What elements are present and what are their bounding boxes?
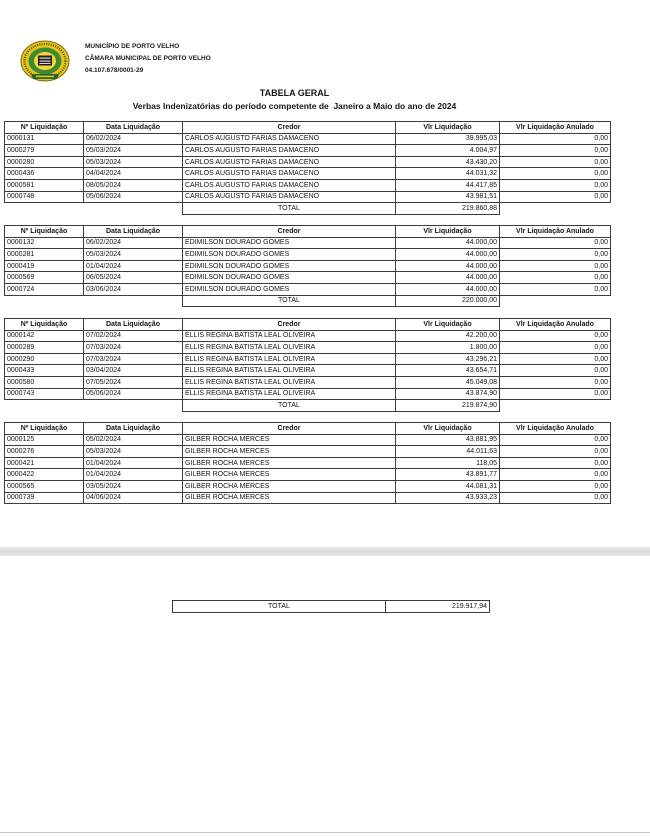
annulled-value-cell: 0,00 — [500, 168, 611, 180]
header-row — [5, 122, 611, 134]
liquidation-number-cell: 0000433 — [5, 365, 84, 377]
table-body — [5, 237, 611, 307]
liquidation-table — [4, 422, 611, 504]
liquidation-date-cell: 04/06/2024 — [84, 492, 183, 504]
total-spacer — [84, 295, 183, 307]
table-row — [5, 260, 611, 272]
annulled-value-cell: 0,00 — [500, 376, 611, 388]
column-header-liquidation-value: Vlr Liquidação — [396, 226, 500, 238]
table-row — [5, 457, 611, 469]
total-spacer — [5, 295, 84, 307]
creditor-cell: EDIMILSON DOURADO GOMES — [183, 260, 396, 272]
column-header-liquidation-date: Data Liquidação — [84, 226, 183, 238]
table-row — [5, 237, 611, 249]
annulled-value-cell: 0,00 — [500, 191, 611, 203]
liquidation-number-cell: 0000280 — [5, 156, 84, 168]
table-row — [5, 191, 611, 203]
column-header-liquidation-number: Nº Liquidação — [5, 226, 84, 238]
grand-total-value: 219.917,94 — [386, 601, 490, 613]
municipal-chamber-seal-icon — [19, 40, 71, 84]
column-header-liquidation-number: Nº Liquidação — [5, 319, 84, 331]
liquidation-value-cell: 44.081,31 — [396, 480, 500, 492]
liquidation-value-cell: 44.000,00 — [396, 249, 500, 261]
annulled-value-cell: 0,00 — [500, 388, 611, 400]
creditor-cell: GILBER ROCHA MERCES — [183, 469, 396, 481]
liquidation-number-cell: 0000276 — [5, 446, 84, 458]
liquidation-number-cell: 0000581 — [5, 179, 84, 191]
table-row — [5, 168, 611, 180]
creditor-cell: ELLIS REGINA BATISTA LEAL OLIVEIRA — [183, 353, 396, 365]
table-row — [5, 283, 611, 295]
liquidation-value-cell: 44.011,63 — [396, 446, 500, 458]
column-header-liquidation-number: Nº Liquidação — [5, 122, 84, 134]
table-header — [5, 423, 611, 435]
creditor-cell: CARLOS AUGUSTO FARIAS DAMACENO — [183, 145, 396, 157]
annulled-value-cell: 0,00 — [500, 469, 611, 481]
creditor-cell: GILBER ROCHA MERCES — [183, 480, 396, 492]
annulled-value-cell: 0,00 — [500, 492, 611, 504]
liquidation-value-cell: 1.800,00 — [396, 342, 500, 354]
organization-header — [85, 41, 211, 77]
document-subtitle: Verbas Indenizatórias do período competente de Janeiro a Maio do ano de 2024 — [132, 101, 457, 111]
creditor-cell: ELLIS REGINA BATISTA LEAL OLIVEIRA — [183, 330, 396, 342]
annulled-value-cell: 0,00 — [500, 353, 611, 365]
header-row — [5, 226, 611, 238]
page-bottom-edge — [0, 832, 650, 833]
liquidation-date-cell: 05/03/2024 — [84, 156, 183, 168]
total-value: 219.860,88 — [396, 203, 500, 215]
table-body — [5, 330, 611, 411]
liquidation-date-cell: 08/05/2024 — [84, 179, 183, 191]
liquidation-value-cell: 43.654,71 — [396, 365, 500, 377]
liquidation-table — [4, 318, 611, 412]
annulled-value-cell: 0,00 — [500, 145, 611, 157]
liquidation-value-cell: 42.200,00 — [396, 330, 500, 342]
annulled-value-cell: 0,00 — [500, 480, 611, 492]
column-header-creditor: Credor — [183, 226, 396, 238]
total-spacer — [5, 203, 84, 215]
column-header-liquidation-date: Data Liquidação — [84, 319, 183, 331]
table-row — [5, 133, 611, 145]
column-header-annulled-value: Vlr Liquidação Anulado — [500, 319, 611, 331]
total-row — [5, 203, 611, 215]
liquidation-date-cell: 06/05/2024 — [84, 272, 183, 284]
creditor-cell: EDIMILSON DOURADO GOMES — [183, 237, 396, 249]
liquidation-value-cell: 43.891,77 — [396, 469, 500, 481]
liquidation-date-cell: 03/05/2024 — [84, 480, 183, 492]
liquidation-value-cell: 44.000,00 — [396, 283, 500, 295]
liquidation-date-cell: 05/02/2024 — [84, 434, 183, 446]
liquidation-value-cell: 39.995,03 — [396, 133, 500, 145]
total-label: TOTAL — [183, 203, 396, 215]
liquidation-value-cell: 4.004,97 — [396, 145, 500, 157]
liquidation-value-cell: 44.000,00 — [396, 237, 500, 249]
annulled-value-cell: 0,00 — [500, 283, 611, 295]
annulled-value-cell: 0,00 — [500, 434, 611, 446]
annulled-value-cell: 0,00 — [500, 237, 611, 249]
total-spacer — [500, 203, 611, 215]
liquidation-date-cell: 07/03/2024 — [84, 353, 183, 365]
liquidation-value-cell: 43.933,23 — [396, 492, 500, 504]
total-spacer — [500, 400, 611, 412]
liquidation-table — [4, 121, 611, 215]
liquidation-number-cell: 0000281 — [5, 249, 84, 261]
liquidation-date-cell: 07/03/2024 — [84, 342, 183, 354]
creditor-cell: EDIMILSON DOURADO GOMES — [183, 283, 396, 295]
liquidation-value-cell: 43.296,21 — [396, 353, 500, 365]
column-header-liquidation-value: Vlr Liquidação — [396, 122, 500, 134]
liquidation-date-cell: 05/03/2024 — [84, 249, 183, 261]
table-body — [5, 434, 611, 504]
liquidation-date-cell: 01/04/2024 — [84, 469, 183, 481]
creditor-cell: GILBER ROCHA MERCES — [183, 492, 396, 504]
annulled-value-cell: 0,00 — [500, 330, 611, 342]
column-header-annulled-value: Vlr Liquidação Anulado — [500, 226, 611, 238]
creditor-cell: ELLIS REGINA BATISTA LEAL OLIVEIRA — [183, 342, 396, 354]
creditor-cell: ELLIS REGINA BATISTA LEAL OLIVEIRA — [183, 365, 396, 377]
liquidation-number-cell: 0000569 — [5, 272, 84, 284]
creditor-cell: GILBER ROCHA MERCES — [183, 434, 396, 446]
liquidation-number-cell: 0000580 — [5, 376, 84, 388]
grand-total-table — [172, 600, 490, 613]
liquidation-number-cell: 0000279 — [5, 145, 84, 157]
liquidation-date-cell: 01/04/2024 — [84, 457, 183, 469]
total-row — [5, 295, 611, 307]
liquidation-date-cell: 01/04/2024 — [84, 260, 183, 272]
table-row — [5, 353, 611, 365]
liquidation-date-cell: 06/02/2024 — [84, 237, 183, 249]
annulled-value-cell: 0,00 — [500, 272, 611, 284]
total-spacer — [84, 400, 183, 412]
annulled-value-cell: 0,00 — [500, 133, 611, 145]
liquidation-date-cell: 06/02/2024 — [84, 133, 183, 145]
liquidation-value-cell: 44.417,85 — [396, 179, 500, 191]
annulled-value-cell: 0,00 — [500, 156, 611, 168]
table-row — [5, 492, 611, 504]
liquidation-number-cell: 0000748 — [5, 191, 84, 203]
table-header — [5, 226, 611, 238]
annulled-value-cell: 0,00 — [500, 342, 611, 354]
header-row — [5, 319, 611, 331]
creditor-cell: ELLIS REGINA BATISTA LEAL OLIVEIRA — [183, 376, 396, 388]
column-header-liquidation-date: Data Liquidação — [84, 423, 183, 435]
liquidation-number-cell: 0000565 — [5, 480, 84, 492]
liquidation-value-cell: 45.049,08 — [396, 376, 500, 388]
header-row — [5, 423, 611, 435]
total-spacer — [84, 203, 183, 215]
liquidation-value-cell: 43.874,90 — [396, 388, 500, 400]
table-row — [5, 330, 611, 342]
creditor-cell: CARLOS AUGUSTO FARIAS DAMACENO — [183, 156, 396, 168]
creditor-cell: GILBER ROCHA MERCES — [183, 446, 396, 458]
liquidation-value-cell: 44.031,32 — [396, 168, 500, 180]
liquidation-number-cell: 0000289 — [5, 342, 84, 354]
municipality-name: MUNICÍPIO DE PORTO VELHO — [85, 43, 180, 50]
creditor-cell: GILBER ROCHA MERCES — [183, 457, 396, 469]
total-value: 220.000,00 — [396, 295, 500, 307]
liquidation-date-cell: 05/06/2024 — [84, 191, 183, 203]
table-row — [5, 434, 611, 446]
table-row — [5, 179, 611, 191]
annulled-value-cell: 0,00 — [500, 179, 611, 191]
table-row — [5, 272, 611, 284]
column-header-annulled-value: Vlr Liquidação Anulado — [500, 423, 611, 435]
liquidation-value-cell: 44.000,00 — [396, 272, 500, 284]
liquidation-number-cell: 0000132 — [5, 237, 84, 249]
table-row — [5, 249, 611, 261]
creditor-cell: CARLOS AUGUSTO FARIAS DAMACENO — [183, 168, 396, 180]
liquidation-value-cell: 43.430,20 — [396, 156, 500, 168]
table-row — [5, 388, 611, 400]
creditor-cell: ELLIS REGINA BATISTA LEAL OLIVEIRA — [183, 388, 396, 400]
liquidation-number-cell: 0000724 — [5, 283, 84, 295]
liquidation-number-cell: 0000290 — [5, 353, 84, 365]
annulled-value-cell: 0,00 — [500, 365, 611, 377]
table-row — [5, 376, 611, 388]
grand-total-row — [173, 601, 490, 613]
annulled-value-cell: 0,00 — [500, 260, 611, 272]
liquidation-date-cell: 07/02/2024 — [84, 330, 183, 342]
table-header — [5, 319, 611, 331]
total-spacer — [500, 295, 611, 307]
column-header-creditor: Credor — [183, 122, 396, 134]
annulled-value-cell: 0,00 — [500, 249, 611, 261]
liquidation-number-cell: 0000422 — [5, 469, 84, 481]
table-row — [5, 480, 611, 492]
liquidation-number-cell: 0000125 — [5, 434, 84, 446]
creditor-cell: CARLOS AUGUSTO FARIAS DAMACENO — [183, 191, 396, 203]
liquidation-value-cell: 43.881,95 — [396, 434, 500, 446]
liquidation-value-cell: 43.981,51 — [396, 191, 500, 203]
grand-total-body — [173, 601, 490, 613]
liquidation-number-cell: 0000131 — [5, 133, 84, 145]
table-row — [5, 156, 611, 168]
liquidation-value-cell: 118,05 — [396, 457, 500, 469]
table-row — [5, 342, 611, 354]
column-header-creditor: Credor — [183, 319, 396, 331]
total-label: TOTAL — [183, 295, 396, 307]
table-header — [5, 122, 611, 134]
liquidation-date-cell: 04/04/2024 — [84, 168, 183, 180]
page-separator — [0, 547, 650, 556]
chamber-name: CÂMARA MUNICIPAL DE PORTO VELHO — [85, 55, 211, 62]
total-value: 219.874,90 — [396, 400, 500, 412]
liquidation-number-cell: 0000421 — [5, 457, 84, 469]
table-row — [5, 446, 611, 458]
column-header-liquidation-number: Nº Liquidação — [5, 423, 84, 435]
annulled-value-cell: 0,00 — [500, 446, 611, 458]
creditor-cell: CARLOS AUGUSTO FARIAS DAMACENO — [183, 133, 396, 145]
liquidation-date-cell: 05/03/2024 — [84, 446, 183, 458]
liquidation-number-cell: 0000739 — [5, 492, 84, 504]
cnpj-number: 04.107.678/0001-29 — [85, 67, 144, 74]
column-header-creditor: Credor — [183, 423, 396, 435]
creditor-cell: EDIMILSON DOURADO GOMES — [183, 272, 396, 284]
liquidation-number-cell: 0000743 — [5, 388, 84, 400]
column-header-liquidation-date: Data Liquidação — [84, 122, 183, 134]
column-header-annulled-value: Vlr Liquidação Anulado — [500, 122, 611, 134]
table-row — [5, 469, 611, 481]
total-label: TOTAL — [183, 400, 396, 412]
table-row — [5, 365, 611, 377]
liquidation-date-cell: 03/06/2024 — [84, 283, 183, 295]
liquidation-number-cell: 0000142 — [5, 330, 84, 342]
table-body — [5, 133, 611, 214]
total-row — [5, 400, 611, 412]
total-spacer — [5, 400, 84, 412]
table-row — [5, 145, 611, 157]
liquidation-number-cell: 0000419 — [5, 260, 84, 272]
liquidation-number-cell: 0000436 — [5, 168, 84, 180]
liquidation-table — [4, 225, 611, 307]
document-title: TABELA GERAL — [259, 88, 330, 98]
grand-total-label: TOTAL — [173, 601, 386, 613]
column-header-liquidation-value: Vlr Liquidação — [396, 319, 500, 331]
liquidation-date-cell: 03/04/2024 — [84, 365, 183, 377]
liquidation-date-cell: 05/06/2024 — [84, 388, 183, 400]
liquidation-value-cell: 44.000,00 — [396, 260, 500, 272]
creditor-cell: CARLOS AUGUSTO FARIAS DAMACENO — [183, 179, 396, 191]
liquidation-date-cell: 07/05/2024 — [84, 376, 183, 388]
annulled-value-cell: 0,00 — [500, 457, 611, 469]
column-header-liquidation-value: Vlr Liquidação — [396, 423, 500, 435]
creditor-cell: EDIMILSON DOURADO GOMES — [183, 249, 396, 261]
liquidation-date-cell: 05/03/2024 — [84, 145, 183, 157]
